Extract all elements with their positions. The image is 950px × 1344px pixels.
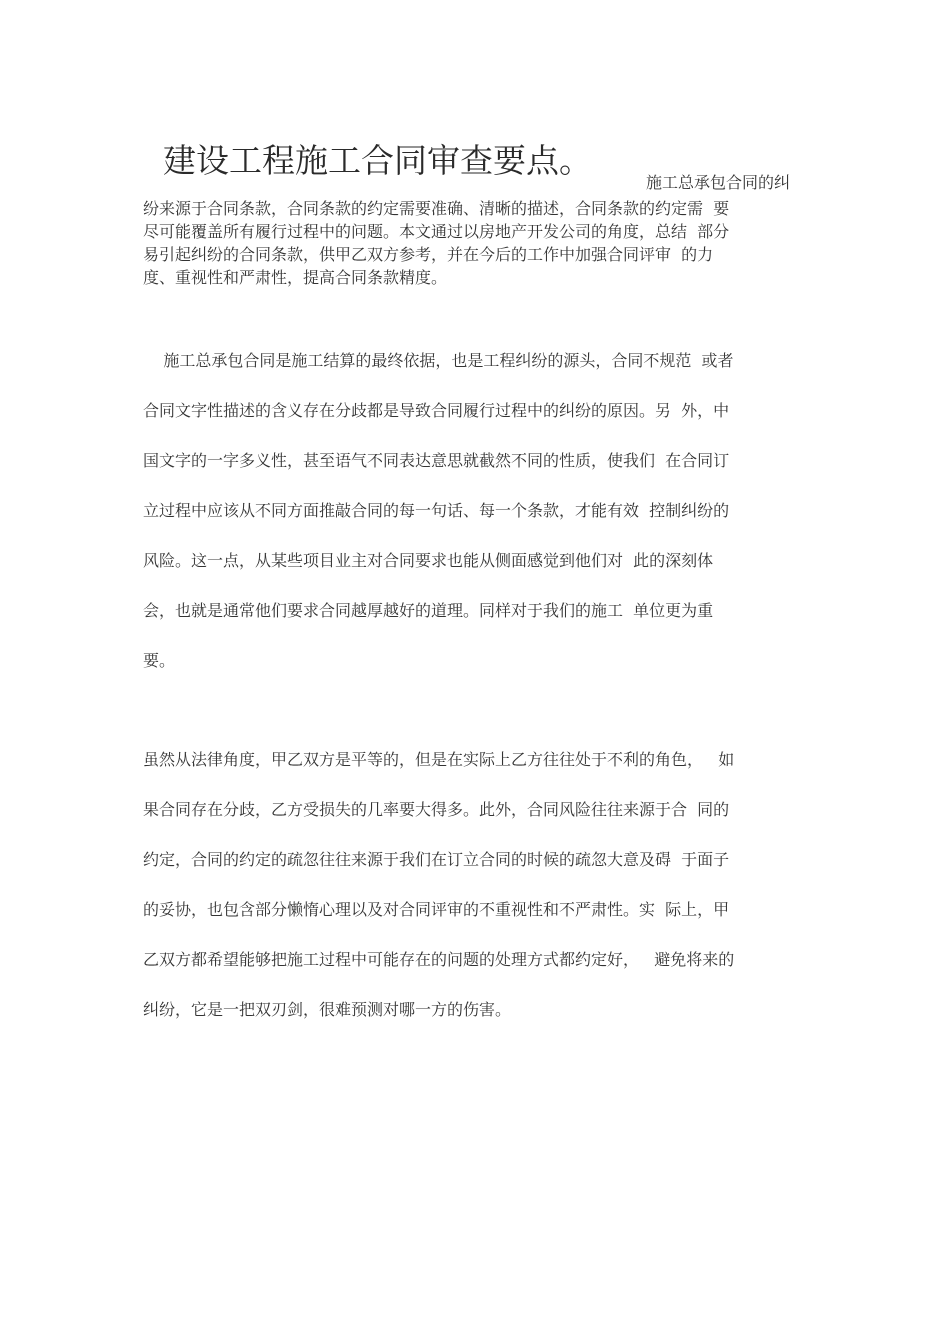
paragraph-line: 纠纷，它是一把双刃剑，很难预测对哪一方的伤害。 bbox=[143, 1000, 512, 1019]
paragraph-line: 施工总承包合同是施工结算的最终依据，也是工程纠纷的源头，合同不规范 或者 bbox=[143, 351, 734, 370]
intro-line: 度、重视性和严肃性，提高合同条款精度。 bbox=[143, 268, 448, 287]
paragraph-line: 约定，合同的约定的疏忽往往来源于我们在订立合同的时候的疏忽大意及碍 于面子 bbox=[143, 850, 730, 869]
paragraph-line: 果合同存在分歧，乙方受损失的几率要大得多。此外，合同风险往往来源于合 同的 bbox=[143, 800, 730, 819]
paragraph-line: 国文字的一字多义性，甚至语气不同表达意思就截然不同的性质，使我们 在合同订 bbox=[143, 451, 730, 470]
paragraph-line: 的妥协，也包含部分懒惰心理以及对合同评审的不重视性和不严肃性。实 际上，甲 bbox=[143, 900, 730, 919]
intro-line: 易引起纠纷的合同条款，供甲乙双方参考，并在今后的工作中加强合同评审 的力 bbox=[143, 245, 714, 264]
paragraph-line: 合同文字性描述的含义存在分歧都是导致合同履行过程中的纠纷的原因。另 外，中 bbox=[143, 401, 730, 420]
intro-lead-line: 施工总承包合同的纠 bbox=[646, 173, 791, 192]
intro-line: 尽可能覆盖所有履行过程中的问题。本文通过以房地产开发公司的角度，总结 部分 bbox=[143, 222, 730, 241]
paragraph-line: 立过程中应该从不同方面推敲合同的每一句话、每一个条款，才能有效 控制纠纷的 bbox=[143, 501, 730, 520]
paragraph-line: 风险。这一点，从某些项目业主对合同要求也能从侧面感觉到他们对 此的深刻体 bbox=[143, 551, 714, 570]
document-title: 建设工程施工合同审查要点。 bbox=[163, 141, 592, 180]
intro-line: 纷来源于合同条款，合同条款的约定需要准确、清晰的描述，合同条款的约定需 要 bbox=[143, 199, 730, 218]
paragraph-line: 乙双方都希望能够把施工过程中可能存在的问题的处理方式都约定好， 避免将来的 bbox=[143, 950, 735, 969]
paragraph-line: 会，也就是通常他们要求合同越厚越好的道理。同样对于我们的施工 单位更为重 bbox=[143, 601, 714, 620]
paragraph-line: 要。 bbox=[143, 651, 176, 670]
paragraph-line: 虽然从法律角度，甲乙双方是平等的，但是在实际上乙方往往处于不利的角色， 如 bbox=[143, 750, 735, 769]
